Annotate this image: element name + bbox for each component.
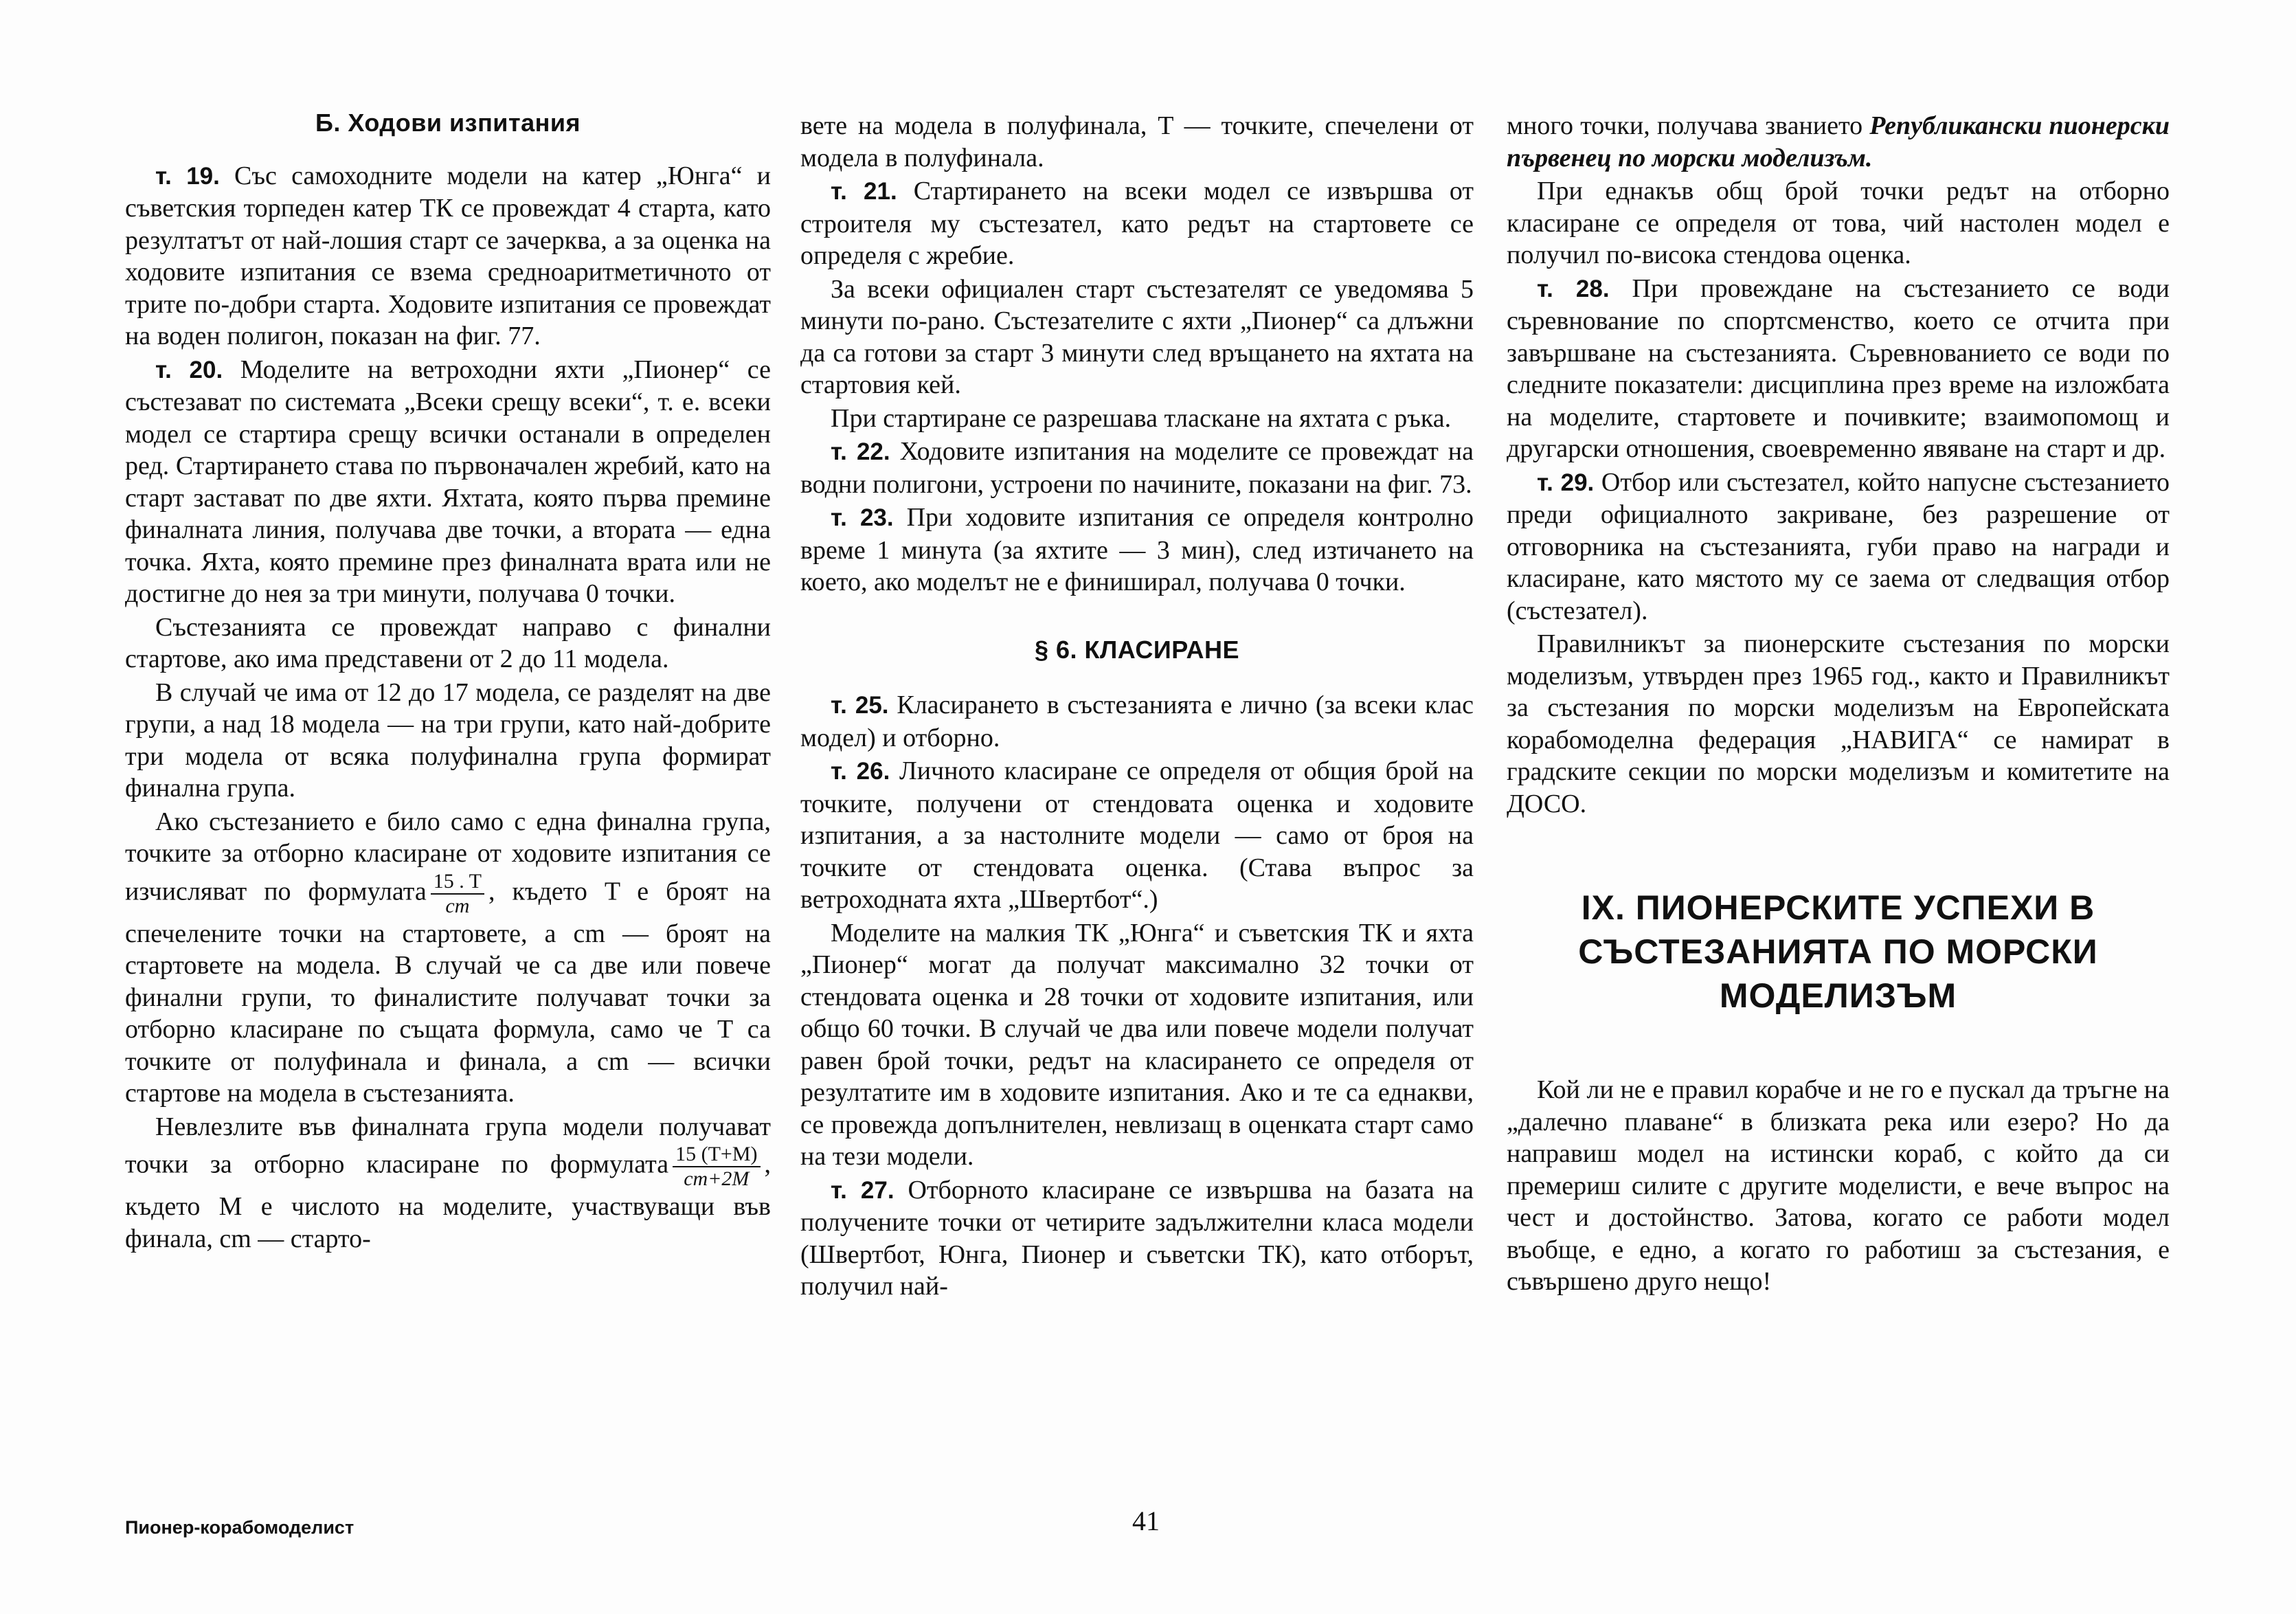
formula-fraction-2 (673, 1143, 760, 1191)
paragraph-formula-1 (125, 806, 771, 1110)
paragraph-23 (800, 502, 1474, 598)
paragraph-text: Отборното класиране се извършва на базата на получените точки от четирите задължителни класа модели (Швертбот, Юнга, Пионер и съветски ТК), като отборът, получил най- (800, 1175, 1474, 1301)
paragraph-text: Със самоходните модели на катер „Юнга“ и съветския торпеден катер ТК се провеждат 4 старта, като резултатът от най-лошия старт се зачерква, а за оценка на ходовите изпитания се взема средноаритметичното от трите по-добри старта. Ходовите изпитания се провеждат на воден полигон, показан на фиг. 77. (125, 161, 772, 350)
paragraph-text: При ходовите изпитания се определя контролно време 1 минута (за яхтите — 3 мин), след изтичането на което, ако моделът не е финиширал, получава 0 точки. (800, 503, 1474, 596)
chapter-heading-line: МОДЕЛИЗЪМ (1719, 976, 1957, 1015)
paragraph-groups: В случай че има от 12 до 17 модела, се разделят на две групи, а над 18 модела — на три групи, като най-добрите три модела от всяка полуфинална група формират финална група. (125, 677, 771, 803)
chapter-heading (1507, 886, 2170, 1018)
item-number: т. 26. (831, 758, 890, 785)
chapter-heading-line: СЪСТЕЗАНИЯТА ПО МОРСКИ (1578, 932, 2098, 971)
paragraph-22 (800, 436, 1474, 500)
column-left (125, 103, 771, 1256)
item-number: т. 28. (1537, 275, 1610, 302)
paragraph-text: Ходовите изпитания на моделите се провеждат на водни полигони, устроени по начините, показани на фиг. 73. (800, 437, 1474, 499)
paragraph-text: , където M е числото на моделите, участвуващи във финала, cm — старто- (125, 1150, 771, 1253)
paragraph-28 (1507, 273, 2170, 465)
paragraph-26 (800, 755, 1474, 916)
fraction-numerator: 15 . T (431, 870, 484, 895)
paragraph-text: Ако състезанието е било само с една финална група, точките за отборно класиране от ходовите изпитания се изчисляват по формулата (125, 807, 771, 906)
formula-fraction-1 (431, 870, 484, 918)
fraction-denominator: cm+2M (684, 1167, 750, 1190)
paragraph-21 (800, 175, 1474, 272)
item-number: т. 21. (831, 178, 897, 205)
paragraph-text: Невлезлите във финалната група модели получават точки за отборно класиране по формулата (125, 1112, 771, 1179)
column-right (1507, 110, 2170, 1299)
paragraph-intro: Кой ли не е правил корабче и не го е пускал да тръгне на „далечно плаване“ в близката река или езеро? Но да направиш модел на истински кораб, с който да си премериш силите с другите моделисти, е вече въпрос на чест и достойнство. Затова, когато се работи модел въобще, е едно, а когато го работиш за състезания, е съвършено друго нещо! (1507, 1075, 2170, 1296)
paragraph-text: Класирането в състезанията е лично (за всеки клас модел) и отборно. (800, 691, 1474, 752)
paragraph-push-yacht: При стартиране се разрешава тласкане на яхтата с ръка. (831, 403, 1452, 433)
item-number: т. 29. (1537, 469, 1595, 496)
paragraph-text: много точки, получава званието (1507, 111, 1863, 140)
paragraph-text: При провеждане на състезанието се води съревнование по спортсменство, което се отчита при завършване на състезанията. Съревнованието се води по следните показатели: дисциплина през време на изложбата на моделите, стартовете и почивките; взаимопомощ и другарски отношения, своевременно явяване на старт и др. (1507, 273, 2170, 463)
running-footer-title: Пионер-корабомоделист (125, 1517, 354, 1538)
paragraph-29 (1507, 467, 2170, 627)
paragraph-official-start: За всеки официален старт състезателят се уведомява 5 минути по-рано. Състезателите с яхти „Пионер“ са длъжни да са готови за старт 3 минути след връщането на яхтата на стартовия кей. (800, 274, 1474, 399)
paragraph-formula-2 (125, 1111, 771, 1255)
paragraph-final-starts: Състезанията се провеждат направо с финални стартове, ако има представени от 2 до 11 модела. (125, 612, 771, 673)
chapter-heading-line: IX. ПИОНЕРСКИТЕ УСПЕХИ В (1581, 888, 2095, 927)
paragraph-text: Личното класиране се определя от общия брой на точките, получени от стендовата оценка и ходовите изпитания, а за настолните модели — само от броя на точките от стендовата оценка. (Става въпрос за ветроходната яхта „Швертбот“.) (800, 756, 1474, 914)
column-middle (800, 110, 1474, 1304)
paragraph-20 (125, 354, 771, 610)
section-heading-running-tests: Б. Ходови изпитания (315, 109, 581, 137)
item-number: т. 20. (155, 356, 223, 383)
paragraph-27 (800, 1174, 1474, 1303)
item-number: т. 19. (155, 162, 220, 190)
title-emphasis: Републикански пионерски първенец по морски моделизъм. (1507, 111, 2170, 172)
paragraph-25 (800, 689, 1474, 754)
item-number: т. 27. (831, 1176, 894, 1204)
paragraph-text: Стартирането на всеки модел се извършва от строителя му състезател, като редът на стартовете се определя с жребие. (800, 177, 1474, 270)
paragraph-max-points: Моделите на малкия ТК „Юнга“ и съветския ТК и яхта „Пионер“ могат да получат максимално 32 точки от стендовата оценка и 28 точки от ходовите изпитания, или общо 60 точки. В случай че два или повече модели получат равен брой точки, редът на класирането се определя от резултатите им в ходовите изпитания. Ако и те са еднакви, се провежда допълнителен, невлизащ в оценката старт само на тези модели. (800, 918, 1474, 1171)
paragraph-text: Отбор или състезател, който напусне състезанието преди официалното закриване, без разрешение от отговорника на състезанията, губи право на награди и класиране, като мястото му се заема от следващия отбор (състезател). (1507, 467, 2170, 625)
fraction-denominator: cm (445, 894, 470, 917)
item-number: т. 23. (831, 504, 894, 531)
paragraph-text: , където T е броят на спечелените точки на стартовете, а cm — броят на стартовете на модела. В случай че са две или повече финални групи, то финалистите получават точки за отборно класиране по същата формула, само че T са точките от полуфинала и финала, а cm — всички стартове на модела в състезанията. (125, 877, 771, 1108)
fraction-numerator: 15 (T+M) (673, 1143, 760, 1167)
item-number: т. 25. (831, 692, 889, 719)
paragraph-regulations: Правилникът за пионерските състезания по морски моделизъм, утвърден през 1965 год., както и Правилникът за състезания по морски моделизъм на Европейската корабомоделна федерация „НАВИГА“ се намират в градските секции по морски моделизъм и комитетите на ДОСО. (1507, 629, 2170, 818)
paragraph-19 (125, 160, 771, 352)
paragraph-text: Моделите на ветроходни яхти „Пионер“ се състезават по системата „Всеки срещу всеки“, т. е. всеки модел се стартира срещу всички останали в определен ред. Стартирането става по първоначален жребий, като на старт застават по две яхти. Яхтата, която първа премине финалната линия, получава две точки, а втората — една точка. Яхта, която премине през финалната врата или не достигне до нея за три минути, получава 0 точки. (125, 355, 772, 608)
page-number: 41 (1132, 1505, 1160, 1536)
section-heading-ranking: § 6. КЛАСИРАНЕ (1034, 635, 1240, 664)
paragraph-continued: вете на модела в полуфинала, T — точките, спечелени от модела в полуфинала. (800, 111, 1474, 172)
paragraph-equal-points: При еднакъв общ брой точки редът на отборно класиране се определя от това, чий настолен модел е получил по-висока стендова оценка. (1507, 177, 2170, 269)
item-number: т. 22. (831, 438, 890, 465)
paragraph-continued (1507, 110, 2170, 174)
